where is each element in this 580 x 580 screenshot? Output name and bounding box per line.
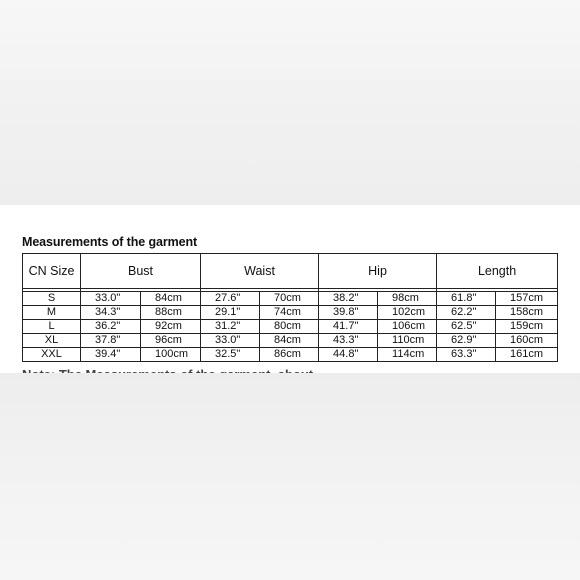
- header-size: CN Size: [23, 254, 81, 289]
- table-row: [23, 320, 558, 334]
- hip-inch-cell: 41.7": [319, 320, 378, 334]
- hip-inch-cell: 43.3": [319, 334, 378, 348]
- table-title: Measurements of the garment: [22, 235, 198, 249]
- bust-inch-cell: 36.2": [81, 320, 141, 334]
- size-cell: XL: [23, 334, 81, 348]
- bust-inch-cell: 39.4": [81, 348, 141, 362]
- measurement-sheet: [0, 205, 580, 373]
- waist-cm-cell: 84cm: [260, 334, 319, 348]
- size-chart-table: [22, 253, 558, 362]
- hip-inch-cell: 38.2": [319, 292, 378, 306]
- hip-cm-cell: 102cm: [378, 306, 437, 320]
- bust-cm-cell: 84cm: [141, 292, 201, 306]
- waist-inch-cell: 33.0": [201, 334, 260, 348]
- length-cm-cell: 161cm: [496, 348, 558, 362]
- waist-cm-cell: 70cm: [260, 292, 319, 306]
- hip-cm-cell: 114cm: [378, 348, 437, 362]
- length-inch-cell: 62.5": [437, 320, 496, 334]
- size-cell: L: [23, 320, 81, 334]
- table-row: [23, 334, 558, 348]
- length-inch-cell: 61.8": [437, 292, 496, 306]
- bust-cm-cell: 92cm: [141, 320, 201, 334]
- length-cm-cell: 157cm: [496, 292, 558, 306]
- header-hip: Hip: [319, 254, 437, 289]
- length-inch-cell: 62.9": [437, 334, 496, 348]
- header-length: Length: [437, 254, 558, 289]
- bust-cm-cell: 96cm: [141, 334, 201, 348]
- hip-inch-cell: 39.8": [319, 306, 378, 320]
- header-row: [23, 254, 558, 289]
- waist-cm-cell: 80cm: [260, 320, 319, 334]
- length-cm-cell: 160cm: [496, 334, 558, 348]
- bust-inch-cell: 37.8": [81, 334, 141, 348]
- waist-cm-cell: 74cm: [260, 306, 319, 320]
- length-cm-cell: 158cm: [496, 306, 558, 320]
- waist-inch-cell: 29.1": [201, 306, 260, 320]
- table-row: [23, 306, 558, 320]
- waist-cm-cell: 86cm: [260, 348, 319, 362]
- hip-cm-cell: 106cm: [378, 320, 437, 334]
- bust-cm-cell: 88cm: [141, 306, 201, 320]
- length-cm-cell: 159cm: [496, 320, 558, 334]
- hip-cm-cell: 110cm: [378, 334, 437, 348]
- hip-inch-cell: 44.8": [319, 348, 378, 362]
- bust-inch-cell: 33.0": [81, 292, 141, 306]
- table-row: [23, 348, 558, 362]
- header-waist: Waist: [201, 254, 319, 289]
- size-cell: M: [23, 306, 81, 320]
- waist-inch-cell: 31.2": [201, 320, 260, 334]
- bust-inch-cell: 34.3": [81, 306, 141, 320]
- background-top: [0, 0, 580, 205]
- header-bust: Bust: [81, 254, 201, 289]
- hip-cm-cell: 98cm: [378, 292, 437, 306]
- table-row: [23, 292, 558, 306]
- bust-cm-cell: 100cm: [141, 348, 201, 362]
- size-cell: S: [23, 292, 81, 306]
- length-inch-cell: 62.2": [437, 306, 496, 320]
- length-inch-cell: 63.3": [437, 348, 496, 362]
- size-cell: XXL: [23, 348, 81, 362]
- waist-inch-cell: 32.5": [201, 348, 260, 362]
- waist-inch-cell: 27.6": [201, 292, 260, 306]
- background-bottom: [0, 373, 580, 580]
